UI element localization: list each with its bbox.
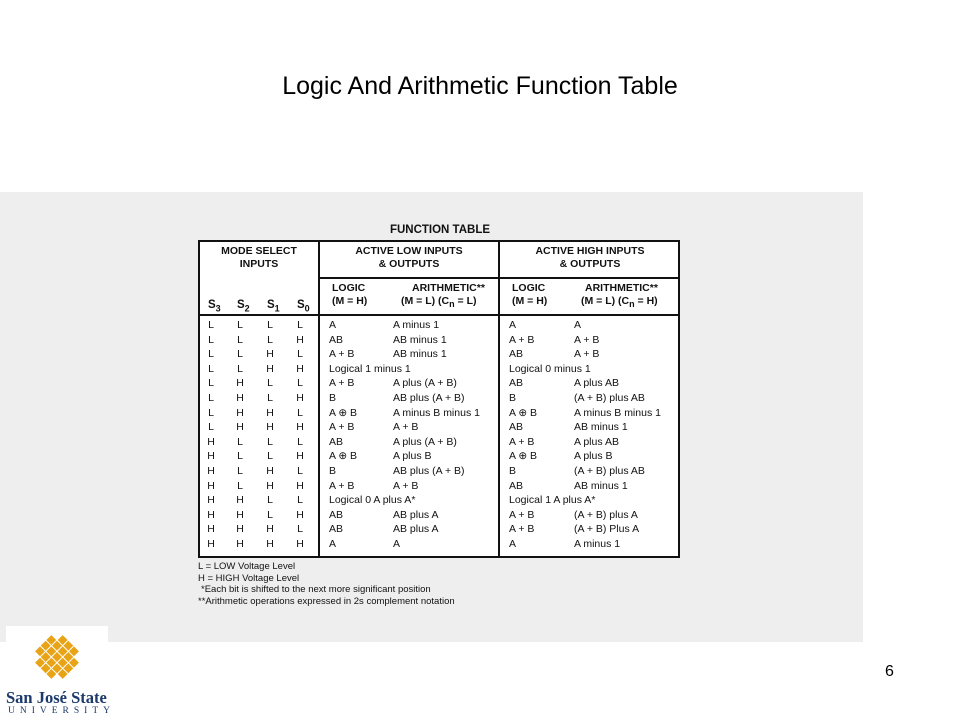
sjsu-emblem-icon: [6, 626, 108, 688]
header-mode-select: MODE SELECT INPUTS: [221, 245, 297, 270]
cell-s1: L: [267, 435, 273, 448]
function-table: [198, 240, 680, 558]
cell-s0: L: [297, 319, 303, 331]
note-low: L = LOW Voltage Level: [198, 561, 296, 572]
cell-low-arith: AB minus 1: [393, 333, 447, 346]
cell-high-arith: (A + B) plus AB: [574, 465, 645, 477]
cell-s2: H: [236, 421, 244, 434]
cell-s1: L: [267, 319, 273, 331]
cell-s2: H: [236, 494, 244, 507]
cell-low-arith: A + B: [393, 421, 419, 434]
arith-low-cond-text: (M = L) (C: [401, 295, 450, 307]
cell-s0: H: [296, 538, 304, 550]
s0-subscript: 0: [304, 303, 310, 314]
arith-low-cond-sub: n: [449, 299, 455, 309]
function-table-caption: FUNCTION TABLE: [389, 224, 491, 236]
header-arith-low-cond: [401, 295, 485, 311]
cell-s1: L: [267, 450, 273, 463]
cell-s2: H: [236, 392, 244, 404]
cell-low-arith: AB plus A: [393, 508, 439, 521]
cell-s1: L: [267, 508, 273, 521]
header-arith-low-title: ARITHMETIC**: [412, 282, 485, 294]
cell-low-arith: A: [393, 538, 401, 550]
cell-high-logic: B: [509, 392, 517, 404]
s3-subscript: 3: [215, 303, 221, 314]
cell-s0: H: [296, 450, 304, 463]
table-row: [200, 523, 680, 538]
table-row: [200, 363, 680, 378]
cell-s1: H: [266, 362, 274, 375]
cell-high-logic: A + B: [509, 508, 535, 521]
cell-low-logic: B: [329, 392, 337, 404]
cell-s0: L: [297, 494, 303, 507]
header-s1: [267, 299, 280, 313]
s1-letter: S: [267, 299, 275, 311]
header-logic-high: LOGIC (M = H): [512, 282, 548, 307]
table-row: [200, 392, 680, 407]
cell-high-logic: A: [509, 538, 517, 550]
table-row: [200, 450, 680, 465]
cell-low-logic: AB: [329, 435, 344, 448]
table-row: [200, 407, 680, 422]
cell-high-arith: A plus B: [574, 450, 613, 463]
cell-s0: H: [296, 362, 304, 375]
arith-low-cond-end: = L): [454, 295, 477, 307]
table-row: [200, 334, 680, 349]
cell-high-logic: AB: [509, 377, 524, 390]
cell-low-logic: Logical 1 minus 1: [329, 362, 411, 375]
header-logic-low: LOGIC (M = H): [332, 282, 368, 307]
cell-s0: H: [296, 421, 304, 434]
cell-s0: L: [297, 523, 303, 536]
cell-low-arith: AB plus (A + B): [393, 465, 465, 477]
cell-low-arith: A plus (A + B): [393, 377, 457, 390]
cell-high-arith: (A + B) Plus A: [574, 523, 640, 536]
cell-low-logic: A: [329, 538, 337, 550]
cell-low-logic: A + B: [329, 421, 355, 434]
cell-high-logic: A + B: [509, 523, 535, 536]
cell-high-arith: AB minus 1: [574, 479, 628, 492]
cell-low-logic: AB: [329, 333, 344, 346]
divider-header-body: [200, 314, 678, 316]
header-active-low: ACTIVE LOW INPUTS & OUTPUTS: [355, 245, 463, 270]
cell-s2: H: [236, 508, 244, 521]
table-row: [200, 421, 680, 436]
cell-s3: L: [208, 421, 214, 434]
cell-low-arith: AB minus 1: [393, 348, 447, 361]
cell-s1: H: [266, 479, 274, 492]
arith-high-cond-text: (M = L) (C: [581, 295, 630, 307]
cell-s3: L: [208, 392, 214, 404]
header-arith-high: [581, 282, 658, 311]
cell-s2: L: [237, 435, 243, 448]
cell-low-arith: A minus B minus 1: [393, 406, 480, 419]
cell-s3: H: [207, 435, 215, 448]
cell-s0: L: [297, 377, 303, 390]
cell-s0: H: [296, 479, 304, 492]
header-active-high: ACTIVE HIGH INPUTS & OUTPUTS: [535, 245, 645, 270]
cell-high-arith: (A + B) plus A: [574, 508, 638, 521]
cell-low-logic: A + B: [329, 348, 355, 361]
cell-s2: L: [237, 348, 243, 361]
divider-header-sub: [318, 277, 678, 279]
cell-s0: H: [296, 333, 304, 346]
cell-high-logic: Logical 1 A plus A*: [509, 494, 596, 507]
cell-s3: H: [207, 450, 215, 463]
table-row: [200, 348, 680, 363]
cell-low-arith: A plus (A + B): [393, 435, 457, 448]
cell-high-arith: A minus B minus 1: [574, 406, 661, 419]
cell-s2: H: [236, 406, 244, 419]
cell-low-arith: A + B: [393, 479, 419, 492]
cell-s3: L: [208, 319, 214, 331]
cell-s3: H: [207, 494, 215, 507]
s2-letter: S: [237, 299, 245, 311]
cell-high-logic: B: [509, 465, 517, 477]
cell-high-arith: A: [574, 319, 582, 331]
cell-s3: H: [207, 538, 215, 550]
header-arith-high-title: ARITHMETIC**: [585, 282, 658, 294]
cell-s3: L: [208, 348, 214, 361]
cell-s2: L: [237, 450, 243, 463]
note-arith: **Arithmetic operations expressed in 2s complement notation: [198, 595, 455, 607]
cell-high-logic: A + B: [509, 435, 535, 448]
header-s2: [237, 299, 250, 313]
cell-high-arith: A plus AB: [574, 377, 619, 390]
cell-s2: L: [237, 362, 243, 375]
cell-s1: H: [266, 538, 274, 550]
note-high: H = HIGH Voltage Level: [198, 572, 300, 584]
cell-s1: H: [266, 348, 274, 361]
cell-high-arith: A minus 1: [574, 538, 621, 550]
table-row: [200, 377, 680, 392]
cell-high-logic: A + B: [509, 333, 535, 346]
s1-subscript: 1: [274, 303, 280, 314]
arith-high-cond-sub: n: [629, 299, 635, 309]
cell-s1: H: [266, 523, 274, 536]
cell-s2: L: [237, 479, 243, 492]
cell-s1: H: [266, 406, 274, 419]
cell-high-arith: A + B: [574, 333, 600, 346]
header-arith-high-cond: [581, 295, 658, 311]
cell-low-logic: AB: [329, 523, 344, 536]
table-row: [200, 509, 680, 524]
cell-low-arith: AB plus (A + B): [393, 392, 465, 404]
cell-s3: H: [207, 508, 215, 521]
cell-high-arith: A + B: [574, 348, 600, 361]
cell-low-arith: A plus B: [393, 450, 432, 463]
table-row: [200, 319, 680, 334]
cell-high-logic: A ⊕ B: [509, 450, 538, 463]
table-row: [200, 494, 680, 509]
arith-high-cond-end: = H): [634, 295, 658, 307]
sjsu-logo: [6, 626, 115, 720]
table-row: [200, 436, 680, 451]
s3-letter: S: [208, 299, 216, 311]
cell-s0: L: [297, 348, 303, 361]
table-row: [200, 465, 680, 480]
cell-low-logic: A + B: [329, 479, 355, 492]
s0-letter: S: [297, 299, 305, 311]
cell-s3: H: [207, 523, 215, 536]
cell-s0: L: [297, 406, 303, 419]
cell-s1: H: [266, 465, 274, 477]
header-s0: [297, 299, 310, 313]
cell-s3: L: [208, 406, 214, 419]
cell-low-logic: A ⊕ B: [329, 406, 358, 419]
cell-s3: H: [207, 479, 215, 492]
cell-low-arith: A minus 1: [393, 319, 440, 331]
cell-low-logic: AB: [329, 508, 344, 521]
cell-s2: L: [237, 319, 243, 331]
cell-high-logic: A: [509, 319, 517, 331]
cell-high-logic: AB: [509, 421, 524, 434]
page-number: 6: [885, 663, 894, 680]
cell-s2: L: [237, 465, 243, 477]
slide-title: Logic And Arithmetic Function Table: [282, 72, 678, 100]
cell-s2: H: [236, 377, 244, 390]
cell-s1: H: [266, 421, 274, 434]
cell-s3: L: [208, 377, 214, 390]
cell-s0: H: [296, 508, 304, 521]
cell-s3: H: [207, 465, 215, 477]
cell-low-logic: Logical 0 A plus A*: [329, 494, 416, 507]
cell-high-logic: AB: [509, 348, 524, 361]
table-row: [200, 480, 680, 495]
table-notes: [198, 561, 455, 607]
header-s3: [208, 299, 221, 313]
logo-name: San José State: [6, 688, 107, 707]
cell-high-logic: Logical 0 minus 1: [509, 362, 591, 375]
cell-high-arith: AB minus 1: [574, 421, 628, 434]
cell-s1: L: [267, 333, 273, 346]
cell-s2: L: [237, 333, 243, 346]
cell-s2: H: [236, 538, 244, 550]
cell-low-logic: A + B: [329, 377, 355, 390]
cell-s2: H: [236, 523, 244, 536]
cell-high-logic: AB: [509, 479, 524, 492]
cell-low-logic: B: [329, 465, 337, 477]
header-arith-low: [401, 282, 485, 311]
cell-s3: L: [208, 362, 214, 375]
cell-high-logic: A ⊕ B: [509, 406, 538, 419]
cell-s0: L: [297, 465, 303, 477]
s2-subscript: 2: [244, 303, 250, 314]
cell-s0: H: [296, 392, 304, 404]
table-row: [200, 538, 680, 553]
cell-s1: L: [267, 377, 273, 390]
cell-s0: L: [297, 435, 303, 448]
cell-low-logic: A: [329, 319, 337, 331]
cell-s1: L: [267, 392, 273, 404]
note-shift: *Each bit is shifted to the next more significant position: [201, 584, 431, 595]
cell-s3: L: [208, 333, 214, 346]
logo-subtitle: UNIVERSITY: [8, 706, 115, 716]
cell-low-logic: A ⊕ B: [329, 450, 358, 463]
cell-low-arith: AB plus A: [393, 523, 439, 536]
cell-high-arith: A plus AB: [574, 435, 619, 448]
cell-high-arith: (A + B) plus AB: [574, 392, 645, 404]
cell-s1: L: [267, 494, 273, 507]
